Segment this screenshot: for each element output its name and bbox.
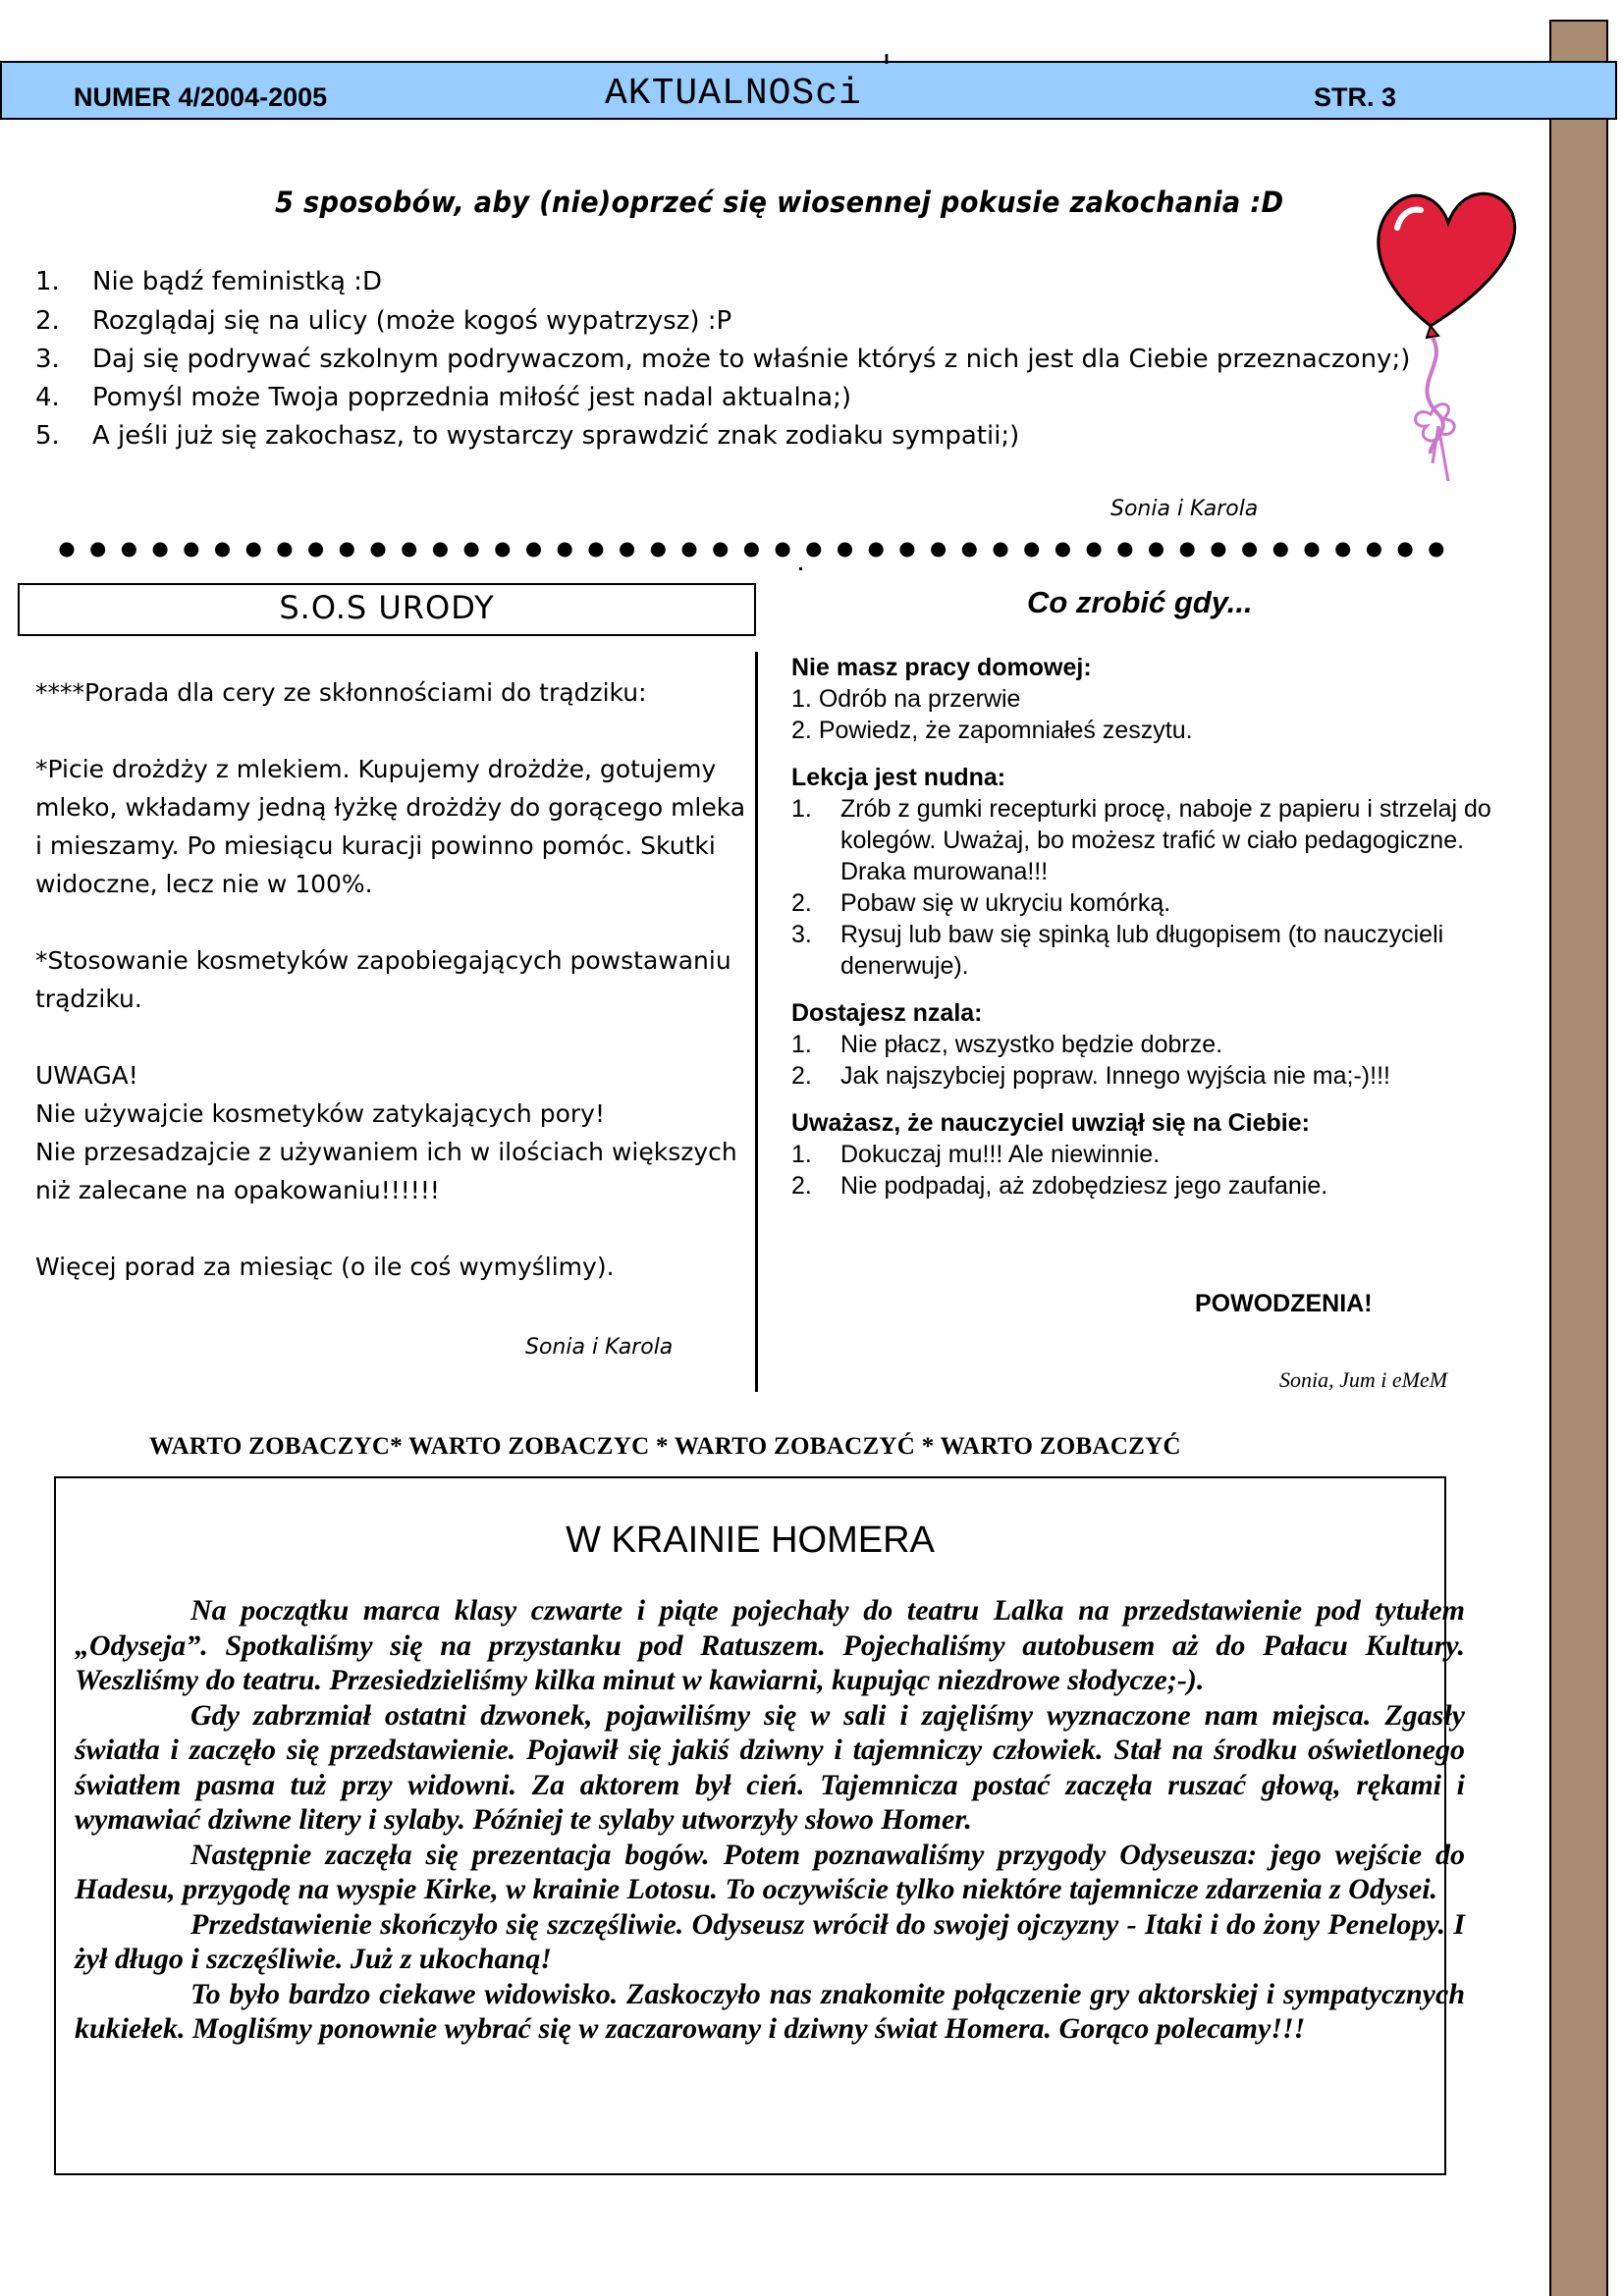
sos-paragraph: Nie przesadzajcie z używaniem ich w ilościach większych niż zalecane na opakowaniu!!!!!! xyxy=(35,1138,737,1204)
section-heading: Dostajesz nzala: xyxy=(791,999,983,1027)
page-number: STR. 3 xyxy=(1314,82,1397,112)
section-heading: Uważasz, że nauczyciel uwziął się na Ciebie: xyxy=(791,1109,1310,1137)
section-title-accent: ' xyxy=(882,49,893,89)
divider-dot xyxy=(1211,543,1225,558)
divider-dot xyxy=(1398,543,1413,558)
divider-dot xyxy=(620,543,634,558)
divider-dot xyxy=(433,543,448,558)
divider-dot xyxy=(744,543,759,558)
divider-dot xyxy=(340,543,354,558)
sos-body xyxy=(35,673,747,1286)
divider-dot xyxy=(1055,543,1070,558)
dotted-divider xyxy=(59,538,1483,567)
list-item: 2. Pobaw się w ukryciu komórką. xyxy=(791,889,1171,917)
co-zrobic-section xyxy=(791,652,1498,746)
divider-dot xyxy=(122,543,136,558)
divider-dot xyxy=(1117,543,1132,558)
divider-dot xyxy=(526,543,541,558)
list-item: 3. Rysuj lub baw się spinką lub długopisem (to nauczycieli denerwuje). xyxy=(791,921,1444,980)
homer-article-title: W KRAINIE HOMERA xyxy=(566,1520,935,1561)
divider-dot xyxy=(464,543,479,558)
co-zrobic-section xyxy=(791,762,1498,982)
sos-paragraph: *Picie drożdży z mlekiem. Kupujemy drożdże, gotujemy mleko, wkładamy jedną łyżkę drożdży do gorącego mleka i mieszamy. Po miesiącu kuracji powinno pomóc. Skutki widoczne, lecz nie w 100%. xyxy=(35,755,746,898)
divider-dot xyxy=(1024,543,1039,558)
page-side-bar xyxy=(1549,20,1608,2296)
divider-mark xyxy=(799,567,802,570)
list-item: 1. Nie płacz, wszystko będzie dobrze. xyxy=(791,1031,1223,1058)
sos-paragraph: Nie używajcie kosmetyków zatykających pory! xyxy=(35,1099,605,1128)
column-divider xyxy=(755,652,758,1392)
divider-dot xyxy=(806,543,821,558)
divider-dot xyxy=(371,543,386,558)
sos-paragraph: *Stosowanie kosmetyków zapobiegających powstawaniu trądziku. xyxy=(35,946,731,1013)
divider-dot xyxy=(1180,543,1195,558)
divider-dot xyxy=(184,543,198,558)
divider-dot xyxy=(1367,543,1381,558)
divider-dot xyxy=(277,543,292,558)
sos-title: S.O.S URODY xyxy=(279,589,495,626)
love-article-author: Sonia i Karola xyxy=(1110,497,1259,521)
sos-paragraph: ****Porada dla cery ze skłonnościami do trądziku: xyxy=(35,678,647,707)
homer-paragraph: To było bardzo ciekawe widowisko. Zaskoczyło nas znakomite połączenie gry aktorskiej i sympatycznych kukiełek. Mogliśmy ponownie wybrać się w zaczarowany i dziwny świat Homera. Gorąco polecamy!!! xyxy=(75,1977,1465,2045)
divider-dot xyxy=(682,543,697,558)
divider-dot xyxy=(90,543,105,558)
section-heading: Lekcja jest nudna: xyxy=(791,764,1006,791)
divider-dot xyxy=(558,543,572,558)
divider-dot xyxy=(246,543,261,558)
divider-dot xyxy=(1242,543,1257,558)
divider-dot xyxy=(1149,543,1163,558)
divider-dot xyxy=(651,543,666,558)
section-title: AKTUALNOSci ' xyxy=(605,49,893,115)
divider-dot xyxy=(588,543,603,558)
divider-dot xyxy=(869,543,884,558)
divider-dot xyxy=(994,543,1008,558)
co-zrobic-author: Sonia, Jum i eMeM xyxy=(1279,1367,1448,1392)
warto-zobaczyc-banner: WARTO ZOBACZYC* WARTO ZOBACZYC * WARTO ZOBACZYĆ * WARTO ZOBACZYĆ xyxy=(149,1433,1181,1460)
homer-paragraph: Następnie zaczęła się prezentacja bogów. Potem poznawaliśmy przygody Odyseusza: jego wejście do Hadesu, przygodę na wyspie Kirke, w krainie Lotosu. To oczywiście tylko niektóre tajemnicze zdarzenia z Odysei. xyxy=(75,1838,1465,1905)
divider-dot xyxy=(1273,543,1288,558)
divider-dot xyxy=(153,543,168,558)
heart-balloon-icon xyxy=(1370,169,1517,483)
list-item: 2. Powiedz, że zapomniałeś zeszytu. xyxy=(791,717,1193,744)
co-zrobic-title: Co zrobić gdy... xyxy=(1027,585,1253,619)
co-zrobic-closing: POWODZENIA! xyxy=(1195,1290,1373,1317)
co-zrobic-section xyxy=(791,1107,1498,1201)
sos-paragraph: Więcej porad za miesiąc (o ile coś wymyślimy). xyxy=(35,1253,615,1281)
list-item: 1. Zrób z gumki recepturki procę, naboje z papieru i strzelaj do kolegów. Uważaj, bo możesz trafić w ciało pedagogiczne. Draka murowana!!! xyxy=(791,795,1491,885)
homer-paragraph: Gdy zabrzmiał ostatni dzwonek, pojawiliśmy się w sali i zajęliśmy wyznaczone nam miejsca. Zgasły światła i zaczęło się przedstawienie. Pojawił się jakiś dziwny i tajemniczy człowiek. Stał na środku oświetlonego światłem pasma tuż przy widowni. Za aktorem był cień. Tajemnicza postać zaczęła ruszać głową, rękami i wymawiać dziwne litery i sylaby. Później te sylaby utworzyły słowo Homer. xyxy=(75,1698,1465,1836)
divider-dot xyxy=(931,543,946,558)
divider-dot xyxy=(899,543,914,558)
divider-dot xyxy=(308,543,323,558)
love-article-title: 5 sposobów, aby (nie)oprzeć się wiosennej pokusie zakochania :D xyxy=(275,186,1284,219)
list-item: 3. Daj się podrywać szkolnym podrywaczom, może to właśnie któryś z nich jest dla Ciebie przeznaczony;) xyxy=(35,345,1411,374)
list-item: 2. Jak najszybciej popraw. Innego wyjścia nie ma;-)!!! xyxy=(791,1062,1390,1090)
list-item: 2. Nie podpadaj, aż zdobędziesz jego zaufanie. xyxy=(791,1172,1328,1200)
divider-dot xyxy=(776,543,790,558)
divider-dot xyxy=(838,543,852,558)
divider-dot xyxy=(962,543,977,558)
list-item: 4. Pomyśl może Twoja poprzednia miłość jest nadal aktualna;) xyxy=(35,383,852,412)
divider-dot xyxy=(495,543,510,558)
list-item: 1. Nie bądź feministką :D xyxy=(35,267,382,296)
divider-dot xyxy=(1429,543,1443,558)
co-zrobic-body xyxy=(791,652,1498,1217)
homer-article-body xyxy=(75,1593,1465,2047)
co-zrobic-section xyxy=(791,997,1498,1092)
divider-dot xyxy=(1305,543,1320,558)
sos-author: Sonia i Karola xyxy=(525,1335,674,1360)
section-heading: Nie masz pracy domowej: xyxy=(791,654,1092,681)
homer-paragraph: Na początku marca klasy czwarte i piąte pojechały do teatru Lalka na przedstawienie pod tytułem „Odyseja”. Spotkaliśmy się na przystanku pod Ratuszem. Pojechaliśmy autobusem aż do Pałacu Kultury. Weszliśmy do teatru. Przesiedzieliśmy kilka minut w kawiarni, kupując niezdrowe słodycze;-). xyxy=(75,1594,1465,1696)
homer-paragraph: Przedstawienie skończyło się szczęśliwie. Odyseusz wrócił do swojej ojczyzny - Itaki i do żony Penelopy. I żył długo i szczęśliwie. Już z ukochaną! xyxy=(75,1907,1465,1975)
sos-paragraph: UWAGA! xyxy=(35,1061,138,1090)
list-item: 1. Dokuczaj mu!!! Ale niewinnie. xyxy=(791,1141,1161,1168)
divider-dot xyxy=(215,543,230,558)
divider-dot xyxy=(1087,543,1102,558)
divider-dot xyxy=(60,543,75,558)
list-item: 1. Odrób na przerwie xyxy=(791,685,1021,713)
divider-dot xyxy=(402,543,416,558)
divider-dot xyxy=(713,543,728,558)
list-item: 5. A jeśli już się zakochasz, to wystarczy sprawdzić znak zodiaku sympatii;) xyxy=(35,421,1020,451)
list-item: 2. Rozglądaj się na ulicy (może kogoś wypatrzysz) :P xyxy=(35,306,732,336)
divider-dot xyxy=(1335,543,1350,558)
issue-number: NUMER 4/2004-2005 xyxy=(74,82,328,112)
